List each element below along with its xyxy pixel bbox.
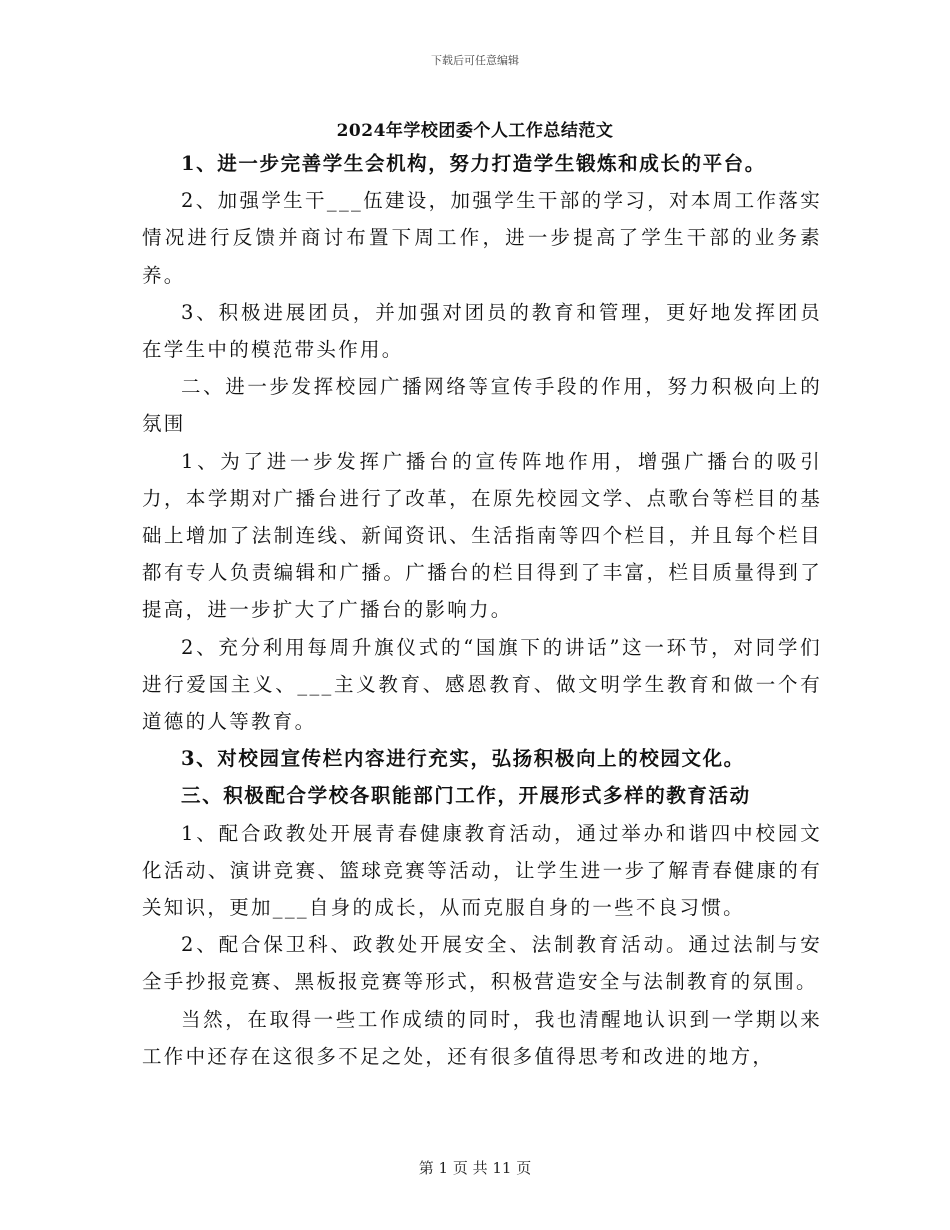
- section-heading-2: 二、进一步发挥校园广播网络等宣传手段的作用，努力积极向上的氛围: [142, 375, 822, 436]
- paragraph-health-education: 1、配合政教处开展青春健康教育活动，通过举办和谐四中校园文化活动、演讲竞赛、篮球竞赛等活动，让学生进一步了解青春健康的有关知识，更加___自身的成长，从而克服自身的一些不良习惯。: [142, 821, 822, 920]
- document-body: [142, 145, 822, 1075]
- paragraph-point-1-bold: 1、进一步完善学生会机构，努力打造学生锻炼和成长的平台。: [181, 152, 766, 175]
- section-heading-3-bold: 三、积极配合学校各职能部门工作，开展形式多样的教育活动: [181, 784, 751, 808]
- page-header: 下载后可任意编辑: [431, 54, 519, 67]
- document-title: 2024年学校团委个人工作总结范文: [336, 121, 614, 141]
- page-footer: 第 1 页 共 11 页: [418, 1159, 532, 1177]
- paragraph-point-3: 3、积极进展团员，并加强对团员的教育和管理，更好地发挥团员在学生中的模范带头作用。: [142, 300, 822, 362]
- paragraph-bulletin-bold: 3、对校园宣传栏内容进行充实，弘扬积极向上的校园文化。: [181, 747, 745, 771]
- paragraph-broadcast: 1、为了进一步发挥广播台的宣传阵地作用，增强广播台的吸引力，本学期对广播台进行了改革，在原先校园文学、点歌台等栏目的基础上增加了法制连线、新闻资讯、生活指南等四个栏目，并且每个栏目都有专人负责编辑和广播。广播台的栏目得到了丰富，栏目质量得到了提高，进一步扩大了广播台的影响力。: [142, 449, 822, 622]
- paragraph-point-2: 2、加强学生干___伍建设，加强学生干部的学习，对本周工作落实情况进行反馈并商讨布置下周工作，进一步提高了学生干部的业务素养。: [142, 189, 822, 287]
- paragraph-flag-speech: 2、充分利用每周升旗仪式的“国旗下的讲话”这一环节，对同学们进行爱国主义、___主义教育、感恩教育、做文明学生教育和做一个有道德的人等教育。: [142, 635, 822, 734]
- paragraph-safety-education: 2、配合保卫科、政教处开展安全、法制教育活动。通过法制与安全手抄报竞赛、黑板报竞赛等形式，积极营造安全与法制教育的氛围。: [142, 933, 822, 994]
- paragraph-conclusion: 当然，在取得一些工作成绩的同时，我也清醒地认识到一学期以来工作中还存在这很多不足之处，还有很多值得思考和改进的地方，: [142, 1007, 822, 1068]
